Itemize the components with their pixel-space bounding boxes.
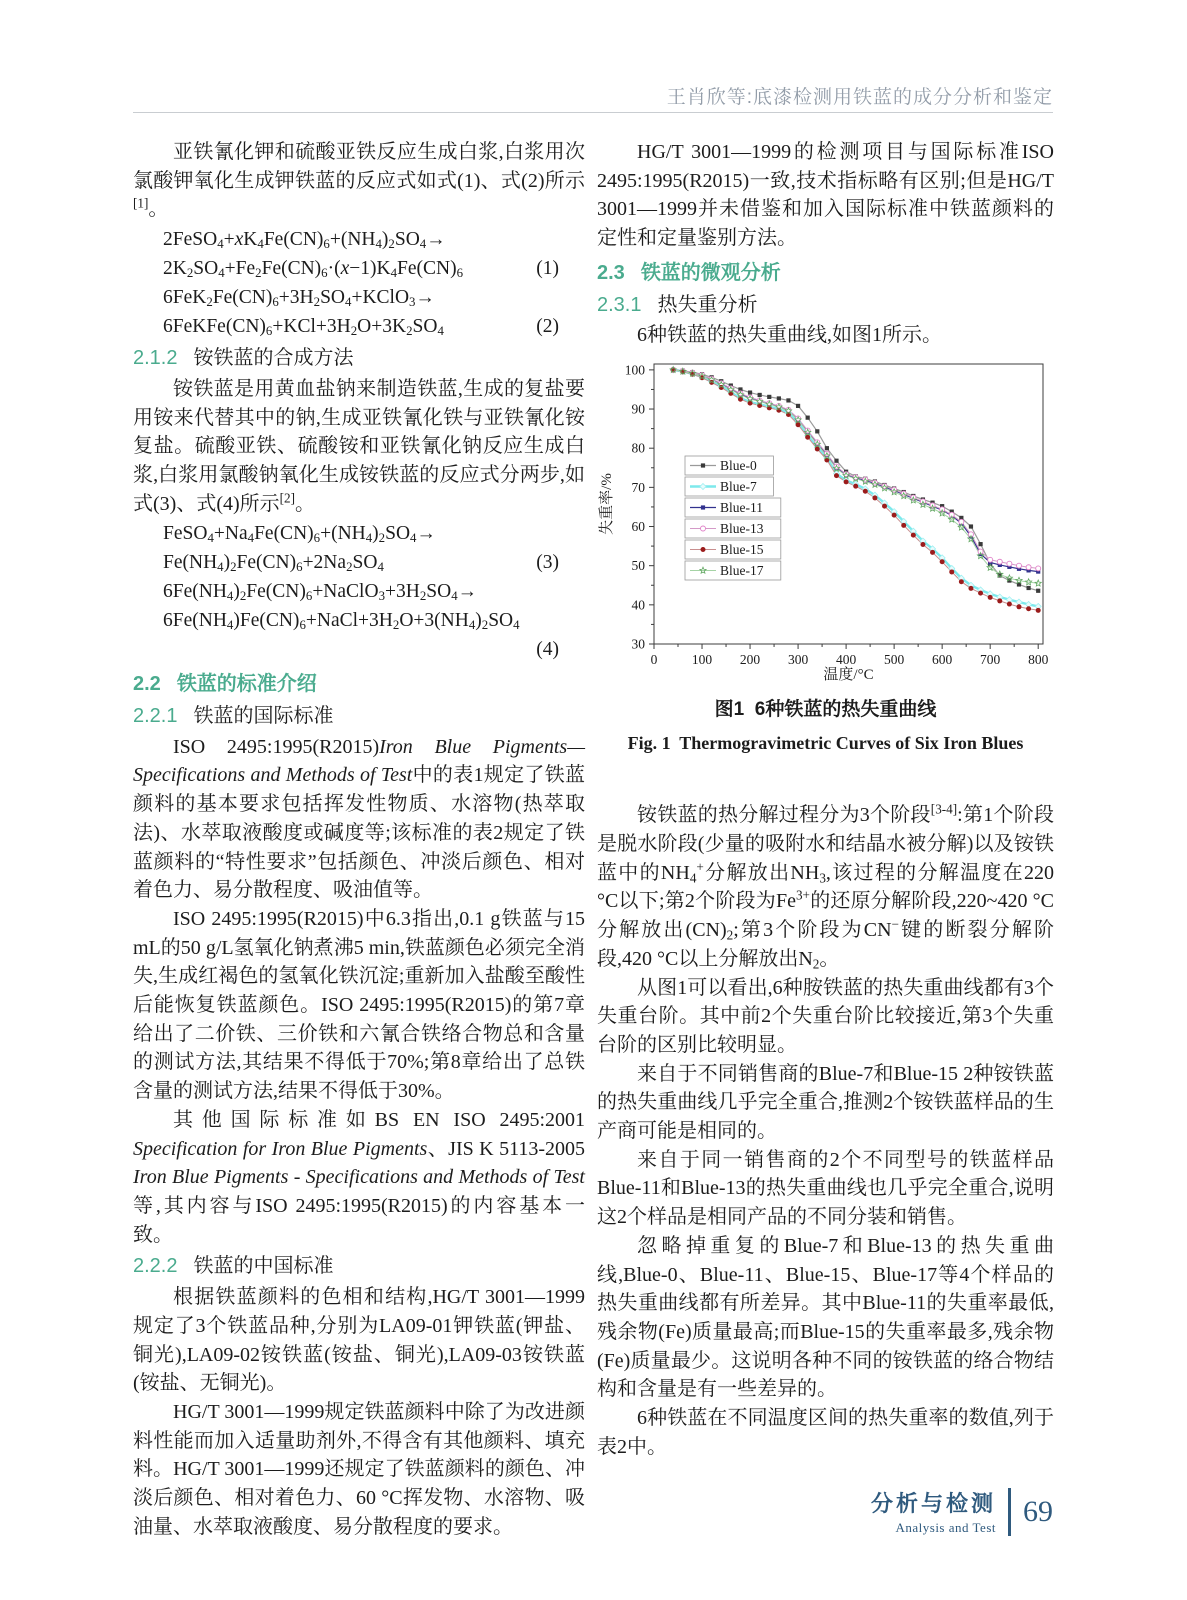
svg-text:Blue-15: Blue-15 bbox=[720, 541, 764, 557]
svg-text:Blue-17: Blue-17 bbox=[720, 562, 764, 578]
section-number: 2.3 bbox=[597, 261, 625, 284]
section-title: 铁蓝的微观分析 bbox=[640, 261, 781, 284]
equation-number: (4) bbox=[536, 639, 559, 661]
tg-curves-svg bbox=[597, 356, 1054, 688]
equation-number: (2) bbox=[536, 316, 559, 338]
header-rule bbox=[133, 112, 1053, 113]
left-column bbox=[133, 138, 585, 1541]
svg-text:60: 60 bbox=[631, 518, 645, 534]
page-number: 69 bbox=[1023, 1494, 1053, 1528]
paragraph: ISO 2495:1995(R2015)中6.3指出,0.1 g铁蓝与15 mL的50 g/L氢氧化钠煮沸5 min,铁蓝颜色必须完全消失,生成红褐色的氢氧化铁沉淀;重新加入盐酸至酸性后能恢复铁蓝颜色。ISO 2495:1995(R2015)的第7章给出了二价铁、三价铁和六氰合铁络合物总和含量的测试方法,其结果不得低于70%;第8章给出了总铁含量的测试方法,结果不得低于30%。 bbox=[133, 907, 585, 1103]
equation-text: $6Fe(NH_4)Fe(CN)_6+NaCl+3H_2O+3(NH_4)_2SO_4$ bbox=[163, 610, 520, 633]
svg-text:700: 700 bbox=[980, 651, 1001, 667]
equation-number bbox=[559, 225, 585, 254]
svg-text:Blue-0: Blue-0 bbox=[720, 457, 757, 473]
legend-item-blue-13 bbox=[685, 519, 781, 538]
svg-text:70: 70 bbox=[631, 479, 645, 495]
equation-line bbox=[133, 225, 585, 254]
equation-line bbox=[133, 577, 585, 606]
equation-number bbox=[559, 577, 585, 606]
equation-text: $6Fe(NH_4)_2Fe(CN)_6+NaClO_3+3H_2SO_4\to$ bbox=[163, 581, 478, 604]
paragraph: 根据铁蓝颜料的色相和结构,HG/T 3001—1999规定了3个铁蓝品种,分别为LA09-01钾铁蓝(钾盐、铜光),LA09-02铵铁蓝(铵盐、铜光),LA09-03铵铁蓝(铵盐、无铜光)。 bbox=[133, 1286, 585, 1395]
journal-section-en: Analysis and Test bbox=[895, 1520, 996, 1535]
journal-section-zh: 分析与检测 bbox=[870, 1491, 996, 1516]
figure-1 bbox=[597, 356, 1054, 757]
page-footer bbox=[871, 1487, 1053, 1536]
svg-text:80: 80 bbox=[631, 440, 645, 456]
equation-text: $6FeKFe(CN)_6+KCl+3H_2O+3K_2SO_4$ bbox=[163, 316, 444, 339]
equation-line bbox=[133, 519, 585, 548]
equation-line bbox=[133, 606, 585, 635]
section-number: 2.2 bbox=[133, 673, 161, 696]
section-number: 2.3.1 bbox=[597, 293, 642, 316]
svg-text:400: 400 bbox=[835, 651, 857, 667]
equation-block-1-2 bbox=[133, 225, 585, 341]
section-heading-2-1-2 bbox=[133, 344, 585, 373]
equation-number: (1) bbox=[536, 258, 559, 280]
section-number: 2.2.1 bbox=[133, 705, 178, 728]
section-heading-2-2 bbox=[133, 670, 585, 699]
svg-text:100: 100 bbox=[691, 651, 713, 667]
svg-text:600: 600 bbox=[932, 651, 953, 667]
section-heading-2-3-1 bbox=[597, 291, 1054, 320]
equation-number bbox=[559, 283, 585, 312]
equation-text: $FeSO_4+Na_4Fe(CN)_6+(NH_4)_2SO_4\to$ bbox=[163, 523, 436, 546]
section-number: 2.1.2 bbox=[133, 347, 178, 370]
figure-caption-zh: 图1 6种铁蓝的热失重曲线 bbox=[714, 698, 937, 720]
svg-text:30: 30 bbox=[631, 636, 645, 652]
equation-line bbox=[133, 312, 585, 341]
legend-item-blue-7 bbox=[685, 477, 773, 496]
paragraph: 来自于不同销售商的Blue-7和Blue-15 2种铵铁蓝的热失重曲线几乎完全重合,推测2个铵铁蓝样品的生产商可能是相同的。 bbox=[597, 1062, 1054, 1143]
running-title: 王肖欣等:底漆检测用铁蓝的成分分析和鉴定 bbox=[666, 87, 1053, 108]
paragraph: 来自于同一销售商的2个不同型号的铁蓝样品Blue-11和Blue-13的热失重曲线也几乎完全重合,说明这2个样品是相同产品的不同分装和销售。 bbox=[597, 1148, 1054, 1229]
paragraph: 6种铁蓝在不同温度区间的热失重率的数值,列于表2中。 bbox=[597, 1407, 1054, 1458]
paragraph: 6种铁蓝的热失重曲线,如图1所示。 bbox=[637, 324, 942, 347]
svg-text:40: 40 bbox=[631, 597, 645, 613]
svg-text:200: 200 bbox=[739, 651, 761, 667]
section-title: 热失重分析 bbox=[657, 293, 758, 316]
equation-text: $2K_2SO_4+Fe_2Fe(CN)_6\cdot(x-1)K_4Fe(CN)_6$ bbox=[163, 258, 464, 281]
section-heading-2-2-2 bbox=[133, 1252, 585, 1281]
paragraph: 忽略掉重复的Blue-7和Blue-13的热失重曲线,Blue-0、Blue-11、Blue-15、Blue-17等4个样品的热失重曲线都有所差异。其中Blue-11的失重率最低,残余物(Fe)质量最高;而Blue-15的失重率最多,残余物(Fe)质量最少。这说明各种不同的铵铁蓝的络合物结构和含量是有一些差异的。 bbox=[597, 1234, 1054, 1401]
paragraph: HG/T 3001—1999规定铁蓝颜料中除了为改进颜料性能而加入适量助剂外,不得含有其他颜料、填充料。HG/T 3001—1999还规定了铁蓝颜料的颜色、冲淡后颜色、相对着色力、60 °C挥发物、水溶物、吸油量、水萃取液酸度、易分散程度的要求。 bbox=[133, 1400, 585, 1538]
svg-text:失重率/%: 失重率/% bbox=[599, 473, 615, 535]
paragraph: 从图1可以看出,6种胺铁蓝的热失重曲线都有3个失重台阶。其中前2个失重台阶比较接近,第3个失重台阶的区别比较明显。 bbox=[597, 976, 1054, 1056]
equation-line bbox=[133, 635, 585, 664]
section-heading-2-3 bbox=[597, 259, 1054, 288]
equation-text: $6FeK_2Fe(CN)_6+3H_2SO_4+KClO_3\to$ bbox=[163, 287, 435, 310]
equation-line bbox=[133, 283, 585, 312]
paragraph: HG/T 3001—1999的检测项目与国际标准ISO 2495:1995(R2015)一致,技术指标略有区别;但是HG/T 3001—1999并未借鉴和加入国际标准中铁蓝颜料的定性和定量鉴别方法。 bbox=[597, 141, 1054, 250]
paragraph: 其他国际标准如BS EN ISO 2495:2001 Specification for Iron Blue Pigments、JIS K 5113-2005 Iron Blue Pigments - Specifications and Methods of Test等,其内容与ISO 2495:1995(R2015)的内容基本一致。 bbox=[133, 1108, 585, 1246]
footer-divider-bar bbox=[1008, 1488, 1011, 1536]
paragraph: 铵铁蓝的热分解过程分为3个阶段[3-4]:第1个阶段是脱水阶段(少量的吸附水和结晶水被分解)以及铵铁蓝中的$NH_4^+$分解放出$NH_3$,该过程的分解温度在220 °C以下;第2个阶段为$Fe^{3+}$的还原分解阶段,220~420 °C分解放出$(CN)_2$;第3个阶段为CN−键的断裂分解阶段,420 °C以上分解放出$N_2$。 bbox=[597, 801, 1055, 972]
paragraph: 亚铁氰化钾和硫酸亚铁反应生成白浆,白浆用次氯酸钾氧化生成钾铁蓝的反应式如式(1)、式(2)所示[1]。 bbox=[133, 141, 585, 221]
paragraph: ISO 2495:1995(R2015)Iron Blue Pigments—Specifications and Methods of Test中的表1规定了铁蓝颜料的基本要求包括挥发性物质、水溶物(热萃取法)、水萃取液酸度或碱度等;该标准的表2规定了铁蓝颜料的“特性要求”包括颜色、冲淡后颜色、相对着色力、易分散程度、吸油值等。 bbox=[133, 735, 585, 902]
figure-caption-en: Fig. 1 Thermogravimetric Curves of Six Iron Blues bbox=[627, 732, 1024, 753]
section-title: 铵铁蓝的合成方法 bbox=[193, 347, 354, 370]
svg-text:50: 50 bbox=[631, 558, 645, 574]
legend-item-blue-11 bbox=[685, 498, 781, 517]
equation-line bbox=[133, 548, 585, 577]
equation-text: $Fe(NH_4)_2Fe(CN)_6+2Na_2SO_4$ bbox=[163, 552, 384, 575]
equation-block-3-4 bbox=[133, 519, 585, 664]
svg-text:100: 100 bbox=[624, 362, 645, 378]
svg-text:500: 500 bbox=[883, 651, 905, 667]
equation-text bbox=[133, 635, 163, 664]
equation-number: (3) bbox=[536, 552, 559, 574]
svg-text:温度/°C: 温度/°C bbox=[823, 666, 874, 683]
journal-section-name bbox=[871, 1487, 996, 1536]
equation-line bbox=[133, 254, 585, 283]
paragraph: 铵铁蓝是用黄血盐钠来制造铁蓝,生成的复盐要用铵来代替其中的钠,生成亚铁氰化铁与亚铁氰化铵复盐。硫酸亚铁、硫酸铵和亚铁氰化钠反应生成白浆,白浆用氯酸钠氧化生成铵铁蓝的反应式分两步,如式(3)、式(4)所示[2]。 bbox=[133, 377, 585, 515]
equation-number bbox=[559, 606, 585, 635]
section-number: 2.2.2 bbox=[133, 1255, 178, 1278]
legend-item-blue-17 bbox=[685, 561, 781, 580]
equation-text: $2FeSO_4+xK_4Fe(CN)_6+(NH_4)_2SO_4\to$ bbox=[163, 229, 446, 252]
legend-item-blue-15 bbox=[685, 540, 781, 559]
section-title: 铁蓝的国际标准 bbox=[193, 705, 334, 728]
svg-text:Blue-13: Blue-13 bbox=[720, 520, 764, 536]
section-title: 铁蓝的标准介绍 bbox=[176, 673, 317, 696]
section-heading-2-2-1 bbox=[133, 702, 585, 731]
legend-item-blue-0 bbox=[685, 456, 773, 475]
svg-text:800: 800 bbox=[1028, 651, 1049, 667]
equation-number bbox=[559, 519, 585, 548]
right-column bbox=[597, 138, 1054, 1462]
svg-text:300: 300 bbox=[787, 651, 809, 667]
section-title: 铁蓝的中国标准 bbox=[193, 1255, 334, 1278]
tg-curves-chart bbox=[597, 356, 1054, 688]
svg-text:Blue-11: Blue-11 bbox=[720, 499, 763, 515]
svg-text:Blue-7: Blue-7 bbox=[720, 478, 757, 494]
svg-text:90: 90 bbox=[631, 401, 645, 417]
svg-text:0: 0 bbox=[650, 651, 658, 667]
